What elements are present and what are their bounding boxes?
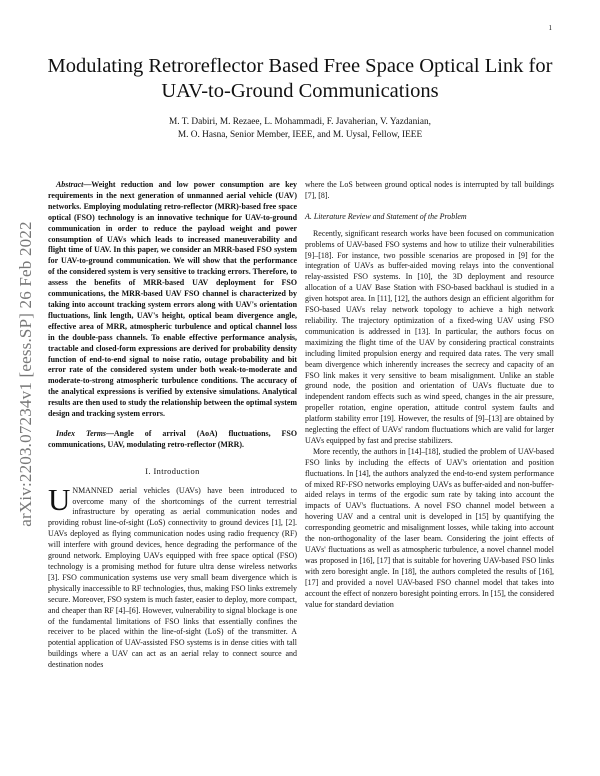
intro-dropcap: U [48,481,71,517]
subsection-heading: A. Literature Review and Statement of the Problem [305,211,467,221]
intro-paragraph [48,481,297,671]
index-terms-text: —Angle of arrival (AoA) fluctuations, FSO communications, UAV, modulating retro-reflector (MRR). [48,428,297,449]
paper-title: Modulating Retroreflector Based Free Space Optical Link for UAV-to-Ground Communications [47,55,553,102]
page-number: 1 [548,24,552,32]
literature-paragraph-2: More recently, the authors in [14]–[18], studied the problem of UAV-based FSO links by including the effects of UAV's orientation and position fluctuations. In [14], the authors analyzed the end-to-end system performance of mixed RF-FSO networks employing UAVs as buffer-aided and non-buffer-aided relays in terms of the ergodic sum rate by taking into account the impacts of UAV's fluctuations. A novel FSO channel model between a hovering UAV and a central unit is developed in [15] by quantifying the corresponding geometric and misalignment losses, while taking into account the non-orthogonality of the laser beam. Considering the joint effects of UAVs' fluctuations as well as atmospheric turbulence, a novel channel model was proposed in [16], [17] that is suitable for hovering UAV-based FSO links with zero boresight angle. In [18], the authors completed the results of [16], [17] and provided a novel UAV-based FSO channel model that takes into account the effect of nonzero boresight pointing errors. In [15], the considered value for standard deviation [305,446,554,609]
arxiv-id: arXiv:2203.07234v1 [eess.SP] 26 Feb 2022 [16,221,35,527]
abstract-text: —Weight reduction and low power consumption are key requirements in the next generation of unmanned aerial vehicle (UAV) networks. Employing modulating retro-reflector (MRR)-based free space optical (FSO) technology is an innovative technique for UAV-to-ground communication in order to reduce the payload weight and power consumption of UAVs which leads to increased maneuverability and flight time of UAV. In this paper, we consider an MRR-based FSO system for UAV-to-ground communication. We will show that the performance of the considered system is very sensitive to tracking errors. Therefore, to assess the benefits of MRR-based UAV deployment for FSO communications, the MRR-based UAV FSO channel is characterized by taking into account tracking system errors along with UAV's orientation fluctuations, link length, UAV's height, optical beam divergence angle, effective area of MRR, atmospheric turbulence and optical channel loss in the double-pass channels. To enable effective performance analysis, tractable and closed-form expressions are derived for probability density function of end-to-end signal to noise ratio, outage probability and bit error rate of the considered system under both weak-to-moderate and moderate-to-strong atmospheric turbulence conditions. The accuracy of the analytical expressions is verified by extensive simulations. Analytical results are then used to study the relationship between the optimal system design and tracking system errors. [48,180,297,419]
index-terms [48,429,297,451]
abstract-lead: Abstract [56,180,84,189]
author-list [60,116,540,142]
right-column [305,180,554,610]
left-column [48,180,297,671]
abstract [48,180,297,420]
authors-line-2: M. O. Hasna, Senior Member, IEEE, and M. Uysal, Fellow, IEEE [177,130,423,140]
literature-paragraph-1: Recently, significant research works have been focused on communication problems of UAV-based FSO systems and how to utilize their vulnerabilities [9]–[18]. For instance, two possible scenarios are proposed in [9] for the integration of UAVs as buffer-aided moving relays into the conventional relay-assisted FSO systems. In [10], the 3D deployment and resource allocation of a UAV Base Station with FSO-based backhaul is studied in a given hotspot area. In [11], [12], the authors design an efficient algorithm for FSO-based UAVs relay network topology to achieve a high network reliability. The trajectory optimization of a fixed-wing UAV using FSO communication is addressed in [13]. In particular, the authors focus on maximizing the flight time of the UAV by considering practical constraints including limited propulsion energy and required data rates. The very small beam divergence which inherently increases the secrecy and capacity of an FSO link makes it very sensitive to beam misalignment. Unlike an stable ground node, the position and orientation of UAVs fluctuate due to independent random effects such as wind speed, changes in the air pressure, propeller rotation, engine operation, attitude control system faults and platform stability error [19]. However, the results of [9]–[13] are obtained by neglecting the effect of UAVs' random fluctuations which are valid for larger UAVs equipped by fast and precise stabilizers. [305,228,554,445]
intro-paragraph-continued: where the LoS between ground optical nodes is interrupted by tall buildings [7], [8]. [305,180,554,200]
section-heading-introduction: I. Introduction [145,466,200,476]
authors-line-1: M. T. Dabiri, M. Rezaee, L. Mohammadi, F. Javaherian, V. Yazdanian, [169,117,431,127]
arxiv-watermark [6,184,46,564]
index-terms-lead: Index Terms [56,428,106,438]
intro-paragraph-text: NMANNED aerial vehicles (UAVs) have been introduced to overcome many of the shortcomings of the current terrestrial infrastructure by operating as aerial communication nodes and providing robust line-of-sight (LoS) connectivity to ground devices [1], [2]. UAVs deployed as flying communication nodes using radio frequency (RF) will interfere with ground devices, hence degrading the performance of the ground network. Employing UAVs equipped with free space optical (FSO) technology is a promising method for future ultra dense wireless networks [3]. FSO communication systems use very small beam divergence which is physically inaccessible to RF technologies, thus, making FSO links extremely secure. Moreover, FSO system is much faster, easier to deploy, more compact, and cheaper than RF [4]–[6]. However, vulnerability to signal blockage is one of the fundamental limitations of FSO links that essentially confines the receiver to be placed within the line-of-sight (LoS) of the transmitter. A potential application of UAV-assisted FSO systems is in dense cities with tall buildings where a UAV can act as an aerial relay to connect source and destination nodes [48,485,297,670]
